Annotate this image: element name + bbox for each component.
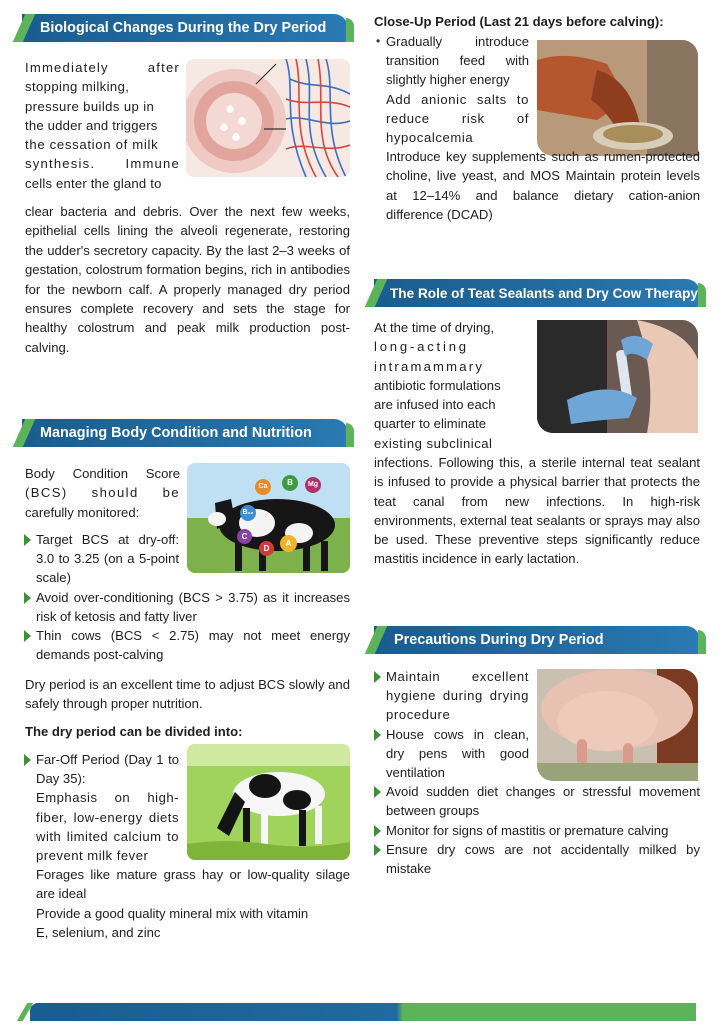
- dot-bullet-icon: •: [376, 34, 381, 48]
- list-item-text: Add anionic salts to reduce risk of hypocalcemia: [386, 91, 529, 146]
- list-item-text: Target BCS at dry-off: 3.0 to 3.25 (on a 5-point scale): [36, 532, 179, 586]
- teat-sealant-injection-image: [537, 320, 698, 433]
- teat-paragraph-wide: infections. Following this, a sterile internal teat sealant is infused to provide a physical barrier that protects the teat canal from new infections. In high-risk environments, external teat sealants or sprays may also be used. These preventive steps significantly reduce mastitis incidence in early lactation.: [374, 455, 700, 567]
- text-line: the cessation of milk: [25, 137, 159, 153]
- arrow-bullet-icon: [24, 592, 31, 604]
- far-off-period: [24, 750, 350, 942]
- text-line: cells enter the gland to: [25, 175, 162, 191]
- arrow-bullet-icon: [24, 534, 31, 546]
- section-heading-biological-changes: [22, 14, 348, 42]
- list-item-text: Thin cows (BCS < 2.75) may not meet energy demands post-calving: [36, 628, 350, 663]
- text-line: intramammary: [374, 358, 485, 374]
- far-off-line: Forages like mature grass hay or low-quality silage are ideal: [36, 867, 350, 902]
- list-item: [374, 90, 529, 148]
- list-item: [374, 32, 529, 90]
- vitamin-b-icon: B: [282, 475, 298, 491]
- list-item: [374, 782, 700, 820]
- list-item-text: Introduce key supplements such as rumen-protected choline, live yeast, and MOS Maintain protein levels at 12–14% and balance dietary cation-anion difference (DCAD): [386, 149, 700, 222]
- bio-paragraph-narrow: [25, 58, 180, 193]
- far-off-line: Emphasis on high-fiber, low-energy diets with limited calcium to prevent milk fever: [36, 790, 179, 864]
- text-line: stopping milking,: [25, 79, 130, 95]
- text-line: carefully monitored:: [25, 504, 140, 520]
- far-off-line: Provide a good quality mineral mix with vitamin E, selenium, and zinc: [36, 905, 309, 940]
- vitamin-ca-icon: Ca: [255, 479, 271, 495]
- bio-paragraph-wide: clear bacteria and debris. Over the next few weeks, epithelial cells lining the alveoli regenerate, restoring the udder's secretory capacity. By the last 2–3 weeks of gestation, colostrum formation begins, rich in antibodies for the newborn calf. A properly managed dry period ensures complete recovery and sets the stage for healthy colostrum and peak milk production post-calving.: [25, 204, 350, 355]
- list-item: [374, 147, 700, 224]
- list-item-text: Maintain excellent hygiene during drying procedure: [386, 669, 529, 723]
- arrow-bullet-icon: [374, 671, 381, 683]
- divided-heading: The dry period can be divided into:: [25, 724, 243, 739]
- footer-band: [0, 1000, 723, 1024]
- list-item-text: Avoid sudden diet changes or stressful movement between groups: [386, 784, 700, 819]
- list-item: [374, 840, 700, 878]
- text-line: antibiotic formulations: [374, 377, 501, 393]
- list-item-text: Gradually introduce transition feed with slightly higher energy: [386, 34, 529, 88]
- far-off-label: Far-Off Period (Day 1 to Day 35):: [36, 752, 179, 787]
- udder-illustration-image: [186, 59, 350, 177]
- vitamin-d-icon: D: [259, 541, 274, 556]
- list-item-text: Ensure dry cows are not accidentally milked by mistake: [386, 841, 700, 877]
- precautions-list: [374, 667, 700, 878]
- text-line: the udder and triggers: [25, 117, 158, 133]
- list-item-text: House cows in clean, dry pens with good ventilation: [386, 726, 529, 781]
- list-item: [24, 588, 350, 626]
- bcs-note: Dry period is an excellent time to adjust BCS slowly and safely through proper nutrition.: [25, 677, 350, 712]
- list-item: [24, 626, 350, 664]
- arrow-bullet-icon: [24, 630, 31, 642]
- arrow-bullet-icon: [374, 786, 381, 798]
- vitamin-a-icon: A: [280, 535, 297, 552]
- list-item: [374, 725, 529, 783]
- list-item: [24, 530, 179, 588]
- text-line: (BCS) should be: [25, 485, 180, 501]
- text-line: existing subclinical: [374, 435, 493, 451]
- bcs-intro: [25, 464, 180, 522]
- section-heading-body-condition: [22, 419, 348, 447]
- text-line: are infused into each: [374, 397, 496, 413]
- list-item-text: Monitor for signs of mastitis or premature calving: [386, 822, 669, 838]
- list-item: [374, 821, 700, 840]
- closeup-list: [374, 32, 700, 224]
- list-item: [374, 667, 529, 725]
- text-line: quarter to eliminate: [374, 416, 487, 432]
- text-line: Immediately after: [25, 60, 180, 75]
- heading-text: Managing Body Condition and Nutrition: [40, 425, 312, 441]
- text-line: pressure builds up in: [25, 98, 155, 114]
- text-line: synthesis. Immune: [25, 156, 180, 172]
- section-heading-precautions: [374, 626, 700, 654]
- section-heading-teat-sealants: [374, 279, 700, 307]
- heading-text: Precautions During Dry Period: [394, 632, 604, 648]
- text-line: At the time of drying,: [374, 320, 495, 335]
- list-item-text: Avoid over-conditioning (BCS > 3.75) as it increases risk of ketosis and fatty liver: [36, 589, 350, 624]
- text-line: Body Condition Score: [25, 466, 180, 481]
- closeup-heading: Close-Up Period (Last 21 days before calving):: [374, 14, 664, 29]
- text-line: long-acting: [374, 339, 469, 355]
- footer-bar: [30, 1003, 696, 1021]
- arrow-bullet-icon: [24, 754, 31, 766]
- heading-text: The Role of Teat Sealants and Dry Cow Therapy: [390, 285, 698, 301]
- arrow-bullet-icon: [374, 729, 381, 741]
- vitamin-b12-icon: B₁₂: [240, 505, 256, 521]
- arrow-bullet-icon: [374, 844, 381, 856]
- arrow-bullet-icon: [374, 825, 381, 837]
- vitamin-c-icon: C: [237, 529, 252, 544]
- bcs-bullet-list: [24, 530, 350, 664]
- teat-paragraph-narrow: [374, 318, 529, 453]
- far-off-label-row: [24, 750, 179, 788]
- heading-text: Biological Changes During the Dry Period: [40, 20, 327, 36]
- vitamin-mg-icon: Mg: [305, 477, 321, 493]
